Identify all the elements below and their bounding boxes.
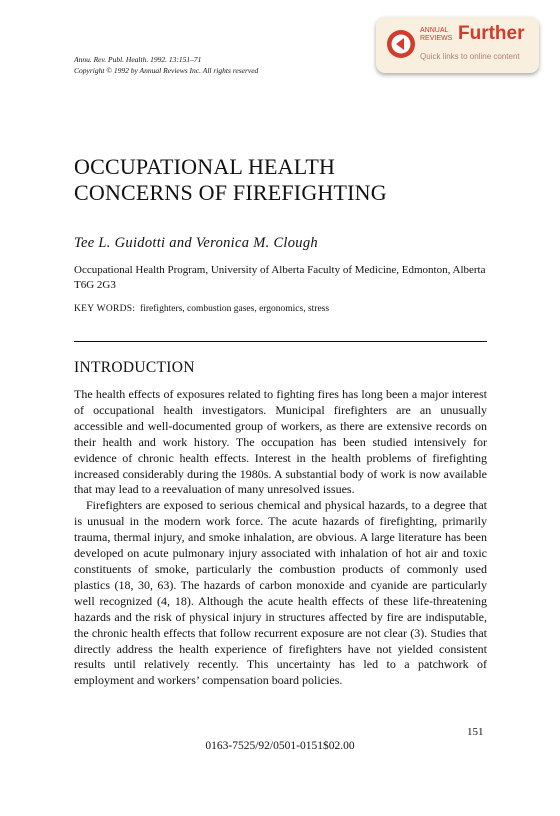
- section-divider: [74, 341, 487, 342]
- further-badge[interactable]: [376, 17, 539, 73]
- section-heading-introduction: INTRODUCTION: [74, 359, 195, 376]
- keywords-label: KEY WORDS:: [74, 304, 136, 314]
- page-number: 151: [467, 726, 484, 738]
- speaker-arrow-icon: [386, 29, 416, 59]
- introduction-body: [74, 387, 487, 689]
- paragraph-1: The health effects of exposures related to fighting fires has long been a major interest of occupational health investigators. Municipal firefighters are an unusually accessible and well-documented group of workers, as there are extensive records on their health and work history. The occupation has been studied intensively for evidence of chronic health effects. Interest in the health problems of firefighting increased considerably during the 1980s. A substantial body of work is now available that may lead to a reevaluation of many unresolved issues.: [74, 387, 487, 497]
- title-line-2: CONCERNS OF FIREFIGHTING: [74, 180, 387, 205]
- quick-links-text: Quick links to online content: [420, 52, 520, 61]
- title-line-1: OCCUPATIONAL HEALTH: [74, 154, 336, 179]
- authors: Tee L. Guidotti and Veronica M. Clough: [74, 235, 318, 251]
- further-wordmark: Further: [458, 23, 525, 44]
- keywords: [74, 304, 329, 314]
- copyright-notice: Copyright © 1992 by Annual Reviews Inc. All rights reserved: [74, 65, 259, 75]
- journal-citation: Annu. Rev. Publ. Health. 1992. 13:151–71: [74, 55, 202, 64]
- paragraph-2: Firefighters are exposed to serious chemical and physical hazards, to a degree that is unusual in the modern work force. The acute hazards of firefighting, primarily trauma, thermal injury, and smoke inhalation, are obvious. A large literature has been developed on acute pulmonary injury associated with inhalation of hot air and toxic constituents of smoke, particularly the combustion products of commonly used plastics (18, 30, 63). The hazards of carbon monoxide and cyanide are particularly well recognized (4, 18). Although the acute health effects of these life-threatening hazards and the risk of physical injury in structures affected by fire are indisputable, the chronic health effects that follow recurrent exposure are not clear (3). Studies that directly address the health experience of firefighters have not yielded consistent results until relatively recently. This uncertainty has led to a patchwork of employment and workers’ compensation board policies.: [74, 498, 487, 688]
- article-title: [74, 154, 387, 206]
- affiliation: Occupational Health Program, University of Alberta Faculty of Medicine, Edmonton, Alberta T6G 2G3: [74, 264, 486, 291]
- journal-header: [74, 55, 258, 76]
- keywords-list: firefighters, combustion gases, ergonomics, stress: [140, 304, 330, 314]
- annual-reviews-wordmark: ANNUAL REVIEWS: [420, 27, 453, 42]
- article-code: 0163-7525/92/0501-0151$02.00: [205, 740, 355, 752]
